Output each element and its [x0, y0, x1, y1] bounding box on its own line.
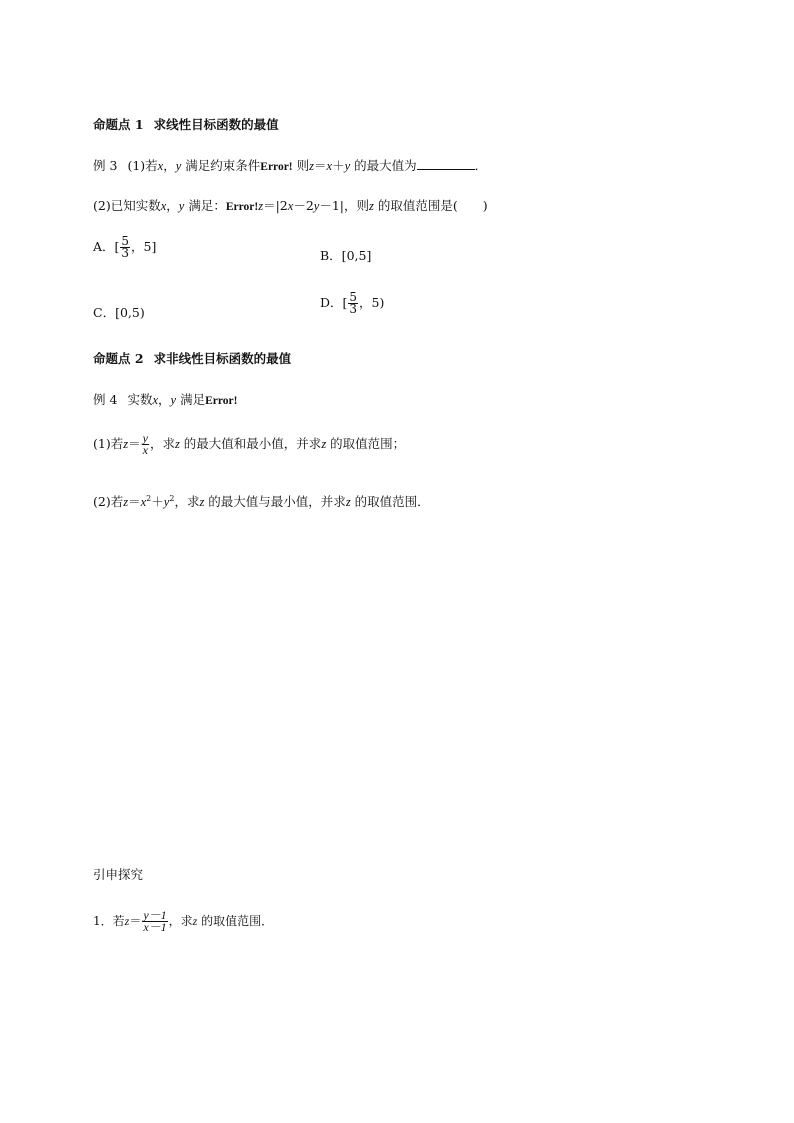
denominator: 3 — [121, 246, 130, 260]
fraction — [348, 292, 358, 315]
text: －2 — [293, 198, 314, 213]
text: ，求 — [174, 494, 200, 510]
text: ＝ — [128, 494, 141, 510]
var: z — [174, 437, 180, 451]
text: －1|，则 — [319, 198, 369, 213]
choice-c — [93, 303, 145, 321]
fraction — [120, 236, 130, 259]
text: 的取值范围． — [350, 494, 430, 510]
choice-a — [93, 236, 156, 259]
choice-b — [320, 246, 371, 264]
text: 满足约束条件 — [181, 158, 261, 173]
text: ，5] — [131, 239, 157, 254]
text: 1．若 — [93, 914, 125, 928]
text: 的最大值与最小值，并求 — [204, 494, 346, 510]
var: z — [345, 495, 351, 510]
text: 则 — [292, 158, 310, 173]
fraction — [142, 433, 149, 456]
example-label: 例 3 — [93, 158, 118, 173]
text: B．[0,5] — [320, 248, 372, 263]
extension-item-1 — [93, 910, 273, 933]
text: ，求 — [149, 436, 175, 451]
superscript: 2 — [169, 494, 175, 503]
denominator: x — [142, 443, 148, 457]
var: y — [344, 159, 351, 173]
section-title: 求线性目标函数的最值 — [153, 117, 279, 132]
fraction — [142, 910, 167, 933]
text: 实数 — [127, 392, 153, 407]
var: x — [157, 159, 164, 173]
var: x — [140, 495, 147, 510]
text: (1)若 — [93, 436, 124, 451]
example-3-part-2 — [93, 198, 488, 215]
var: z — [192, 914, 198, 928]
extension-heading — [93, 867, 143, 883]
text: ， — [166, 198, 179, 213]
text: (1)若 — [127, 158, 158, 173]
text: ，5) — [359, 295, 385, 310]
section-heading-2 — [93, 351, 291, 367]
example-4-question-2 — [93, 491, 430, 510]
superscript: 2 — [146, 494, 152, 503]
example-label: 例 4 — [93, 392, 118, 407]
example-4-intro — [93, 392, 237, 409]
numerator: 5 — [121, 234, 130, 248]
text: ＝|2 — [263, 198, 288, 213]
text: 满足 — [176, 392, 206, 407]
text: ，求 — [168, 914, 193, 928]
text: ＝ — [314, 158, 327, 173]
example-4-question-1 — [93, 433, 405, 456]
text: ， — [158, 392, 171, 407]
var: x — [152, 393, 159, 407]
section-label: 命题点 1 — [93, 117, 144, 132]
var: z — [123, 437, 129, 451]
var: z — [258, 199, 264, 213]
text: ， — [163, 158, 176, 173]
var: y — [313, 199, 320, 213]
text: ＝ — [129, 914, 142, 928]
var: x — [287, 199, 294, 213]
denominator: x－1 — [143, 920, 167, 934]
error-placeholder: Error! — [205, 395, 238, 407]
numerator: 5 — [349, 290, 358, 304]
extension-title: 引申探究 — [93, 867, 144, 882]
answer-blank — [417, 157, 475, 170]
var: z — [123, 495, 129, 510]
section-heading-1 — [93, 117, 279, 133]
var: y — [175, 159, 182, 173]
text: ． — [474, 158, 488, 173]
text: 的取值范围． — [197, 914, 274, 928]
section-title: 求非线性目标函数的最值 — [153, 351, 292, 366]
text: 满足： — [184, 198, 226, 213]
text: 的取值范围是( ) — [373, 198, 488, 213]
var: y — [178, 199, 185, 213]
text: 的最大值为 — [350, 158, 417, 173]
var: z — [124, 914, 130, 928]
var: z — [309, 159, 314, 173]
numerator: y－1 — [143, 908, 167, 922]
text: (2)若 — [93, 494, 124, 510]
text: C．[0,5) — [93, 305, 145, 320]
example-3-part-1 — [93, 157, 487, 175]
text: 的取值范围； — [326, 436, 406, 451]
denominator: 3 — [349, 302, 358, 316]
text: ＋ — [332, 158, 345, 173]
text: ＝ — [128, 436, 141, 451]
var: y — [163, 495, 170, 510]
text: A．[ — [93, 239, 120, 254]
text: 的最大值和最小值，并求 — [179, 436, 322, 451]
var: z — [321, 437, 327, 451]
error-placeholder: Error! — [260, 161, 293, 173]
error-placeholder: Error! — [225, 201, 259, 213]
var: z — [199, 495, 205, 510]
numerator: y — [142, 431, 148, 445]
var: x — [326, 159, 333, 173]
text: (2)已知实数 — [93, 198, 161, 213]
var: y — [170, 393, 177, 407]
choice-d — [320, 292, 384, 315]
text: ＋ — [151, 494, 164, 510]
var: z — [369, 199, 374, 213]
text: D．[ — [320, 295, 348, 310]
var: x — [160, 199, 167, 213]
section-label: 命题点 2 — [93, 351, 144, 366]
